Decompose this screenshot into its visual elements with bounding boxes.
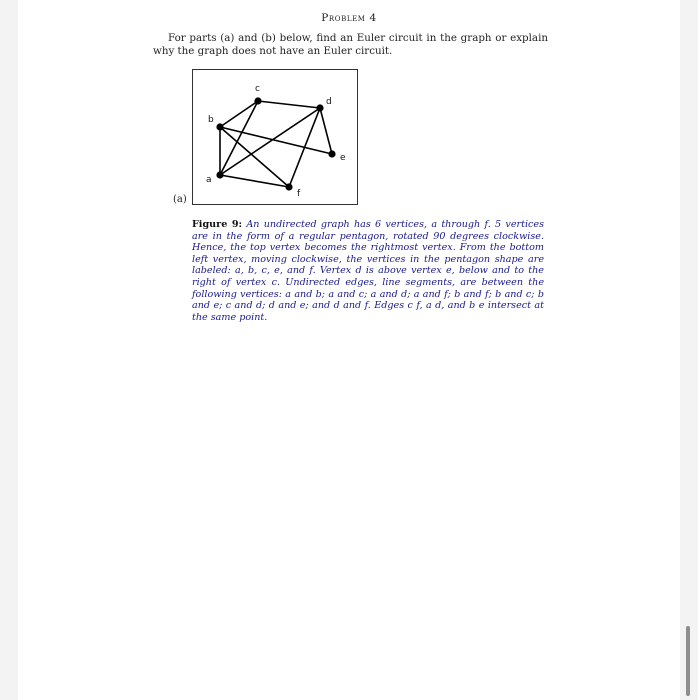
vertex-label-e: e <box>340 153 346 163</box>
figure-caption-text: An undirected graph has 6 vertices, a through f. 5 vertices are in the form of a regular pentagon, rotated 90 degrees clockwise. Hence, the top vertex becomes the rightmost vertex. From the bottom left vertex, moving clockwise, the vertices in the pentagon shape are labeled: a, b, c, e, and f. Vertex d is above vertex e, below and to the right of vertex c. Undirected edges, line segments, are between the following vertices: a and b; a and c; a and d; a and f; b and f; b and c; b and e; c and d; d and e; and d and f. Edges c f, a d, and b e intersect at the same point. <box>192 219 544 323</box>
vertex-d <box>316 104 323 111</box>
edge-b-c <box>220 101 258 127</box>
edge-d-e <box>320 108 332 154</box>
vertex-label-c: c <box>255 84 260 94</box>
vertex-label-f: f <box>297 189 301 199</box>
edge-a-f <box>220 175 289 187</box>
vertex-label-b: b <box>208 115 214 125</box>
figure-caption <box>192 219 544 323</box>
edge-a-d <box>220 108 320 175</box>
edge-b-e <box>220 127 332 154</box>
vertex-b <box>216 123 223 130</box>
graph-figure <box>192 69 358 205</box>
vertex-f <box>285 183 292 190</box>
figure-label: Figure 9: <box>192 219 243 230</box>
vertex-label-d: d <box>326 97 332 107</box>
scrollbar-thumb[interactable] <box>686 626 690 696</box>
vertex-label-a: a <box>206 175 212 185</box>
graph-diagram <box>193 70 359 206</box>
problem-title: Problem 4 <box>321 12 377 24</box>
scrollbar-track[interactable] <box>684 0 698 700</box>
edge-d-f <box>289 108 320 187</box>
vertex-a <box>216 171 223 178</box>
edge-c-d <box>258 101 320 108</box>
problem-prompt: For parts (a) and (b) below, find an Euler circuit in the graph or explain why the graph does not have an Euler circuit. <box>153 32 548 57</box>
vertex-c <box>254 97 261 104</box>
edge-a-c <box>220 101 258 175</box>
part-label: (a) <box>173 194 187 205</box>
vertex-e <box>328 150 335 157</box>
